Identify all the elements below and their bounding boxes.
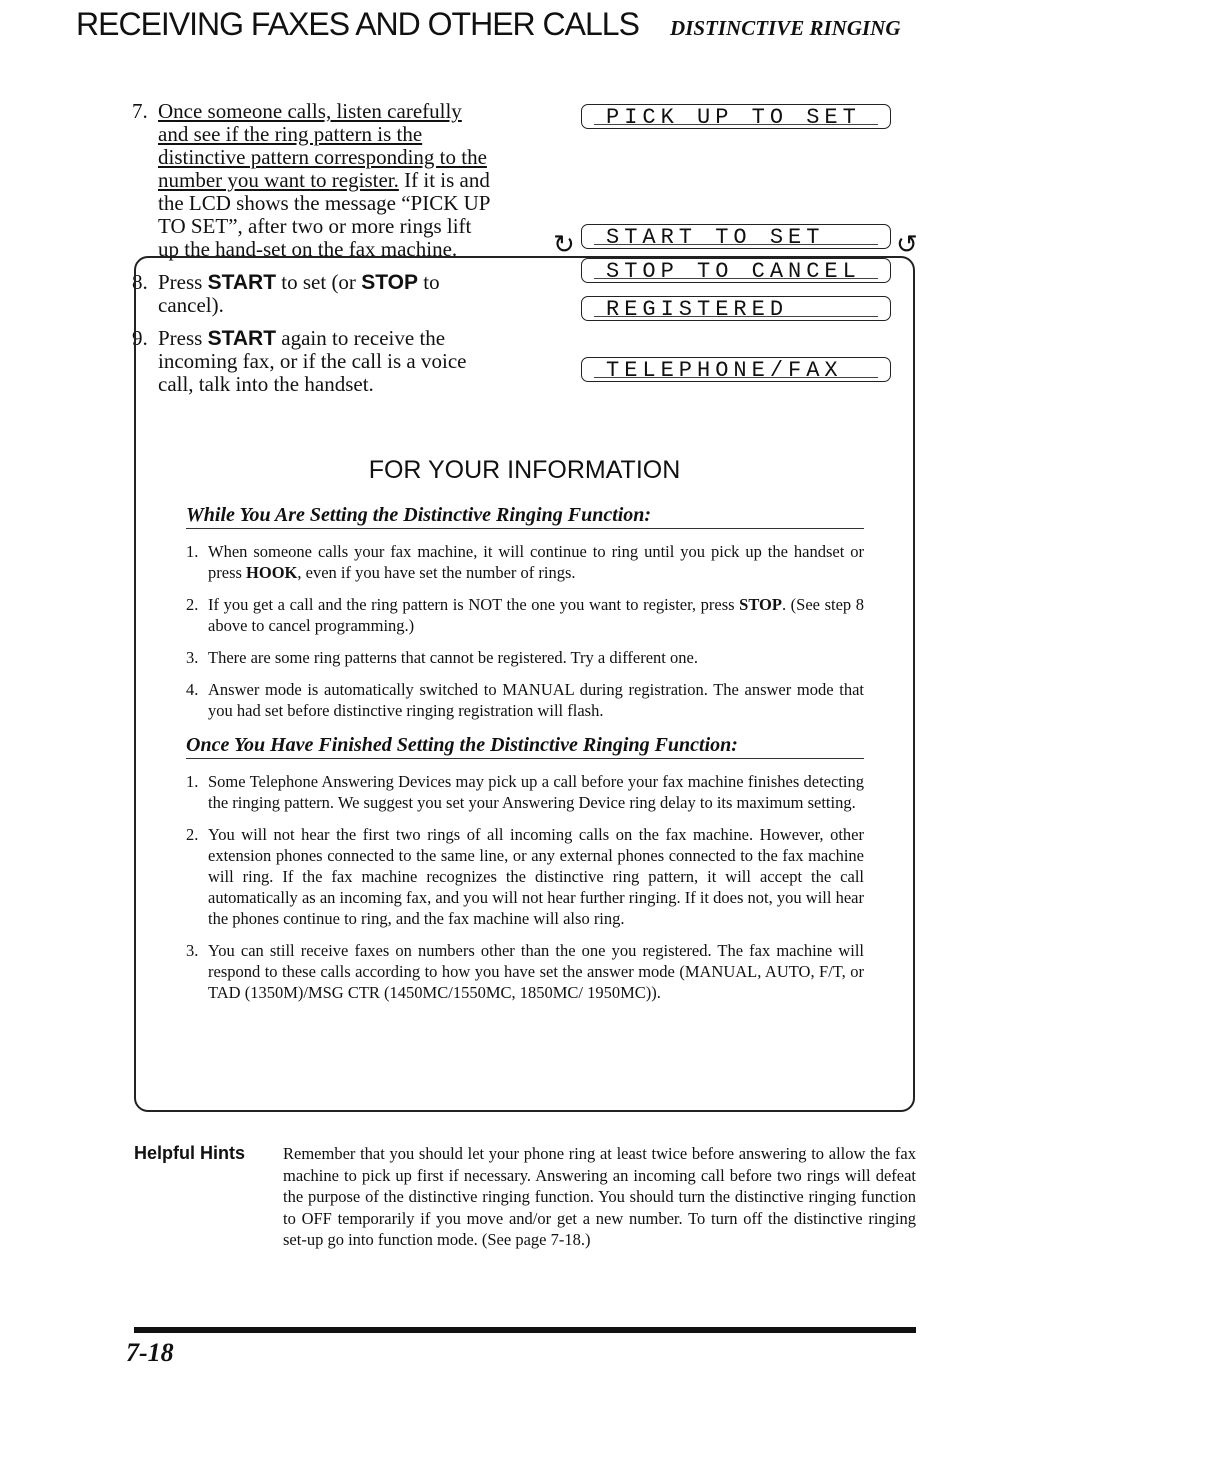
item-number: 3. (186, 941, 199, 960)
fyi-title-display: FOR YOUR INFORMATION (368, 456, 681, 484)
fyi-item (186, 647, 864, 668)
chapter-title: RECEIVING FAXES AND OTHER CALLS (76, 6, 639, 42)
step-text: to cancel). (158, 270, 440, 317)
fyi-item (186, 679, 864, 721)
item-text: When someone calls your fax machine, it will continue to ring until you pick up the handset or press (208, 542, 864, 582)
lcd-telephone-fax: TELEPHONE/FAX (581, 357, 891, 382)
item-text: . (See step 8 above to cancel programming.) (208, 595, 864, 635)
item-text: You can still receive faxes on numbers other than the one you registered. The fax machine will respond to these calls according to how you have set the answer mode (MANUAL, AUTO, F/T, or TAD (1350M)/MSG CTR (1450MC/1550MC, 1850MC/ 1950MC)). (208, 941, 864, 1002)
stop-key-label: STOP (739, 595, 782, 614)
fyi-item (186, 824, 864, 929)
step-text: Press (158, 326, 208, 350)
fyi-item (186, 594, 864, 636)
step-text: If it is and the LCD shows the message “PICK UP TO SET”, after two or more rings lift up the hand-set on the fax machine. (158, 168, 490, 261)
step-text-underlined: Once someone calls, listen carefully and see if the ring pattern is the distinctive pattern corresponding to the number you want to register. (158, 99, 487, 192)
helpful-hints-label: Helpful Hints (134, 1143, 245, 1163)
lcd-start-to-set: START TO SET (581, 224, 891, 249)
hook-key-label: HOOK (246, 563, 298, 582)
lcd-registered: REGISTERED (581, 296, 891, 321)
page-header (76, 6, 901, 43)
fyi-section-1-title: While You Are Setting the Distinctive Ringing Function: (186, 505, 864, 529)
footer-rule (134, 1327, 916, 1333)
item-number: 1. (186, 542, 199, 561)
section-title: DISTINCTIVE RINGING (670, 16, 901, 40)
item-text: , even if you have set the number of rings. (297, 563, 576, 582)
fyi-item (186, 771, 864, 813)
fyi-item (186, 541, 864, 583)
step-7 (132, 100, 492, 261)
item-text: If you get a call and the ring pattern is NOT the one you want to register, press (208, 595, 740, 614)
item-number: 1. (186, 772, 199, 791)
step-number: 8. (132, 270, 148, 294)
item-number: 2. (186, 825, 199, 844)
item-text: Answer mode is automatically switched to MANUAL during registration. The answer mode that you had set before distinctive ringing registration will flash. (208, 680, 864, 720)
step-text: to set (or (276, 270, 362, 294)
cycle-arrow-left-icon: ↻ (553, 230, 575, 260)
item-text: Some Telephone Answering Devices may pick up a call before your fax machine finishes detecting the ringing pattern. We suggest you set your Answering Device ring delay to its maximum setting. (208, 772, 864, 812)
item-text: There are some ring patterns that cannot be registered. Try a different one. (208, 648, 698, 667)
fyi-content (186, 505, 864, 1014)
helpful-hints-text: Remember that you should let your phone ring at least twice before answering to allow the fax machine to pick up first if necessary. Answering an incoming call before two rings will defeat the purpose of the distinctive ringing function. You should turn the distinctive ringing function to OFF temporarily if you move and/or get a new number. To turn off the distinctive ringing set-up go into function mode. (See page 7-18.) (283, 1144, 916, 1249)
item-number: 3. (186, 648, 199, 667)
fyi-item (186, 940, 864, 1003)
item-text: You will not hear the first two rings of all incoming calls on the fax machine. However, other extension phones connected to the same line, or any external phones connected to the fax machine will ring. If the fax machine recognizes the distinctive ring pattern, it will accept the call automatically as an incoming fax, and you will not hear further ringing. If it does not, you will hear the phones continue to ring, and the fax machine will also ring. (208, 825, 864, 928)
page-number: 7-18 (126, 1338, 174, 1367)
step-text: Press (158, 270, 208, 294)
step-number: 7. (132, 99, 148, 123)
start-key-label: START (207, 271, 277, 294)
fyi-section-2-title: Once You Have Finished Setting the Distinctive Ringing Function: (186, 735, 864, 759)
item-number: 2. (186, 595, 199, 614)
lcd-stop-to-cancel: STOP TO CANCEL (581, 258, 891, 283)
step-text: again to receive the incoming fax, or if the call is a voice call, talk into the handset. (158, 326, 467, 396)
cycle-arrow-right-icon: ↺ (896, 230, 918, 260)
step-number: 9. (132, 326, 148, 350)
item-number: 4. (186, 680, 199, 699)
lcd-pick-up-to-set: PICK UP TO SET (581, 104, 891, 129)
stop-key-label: STOP (361, 271, 418, 294)
start-key-label: START (207, 327, 277, 350)
